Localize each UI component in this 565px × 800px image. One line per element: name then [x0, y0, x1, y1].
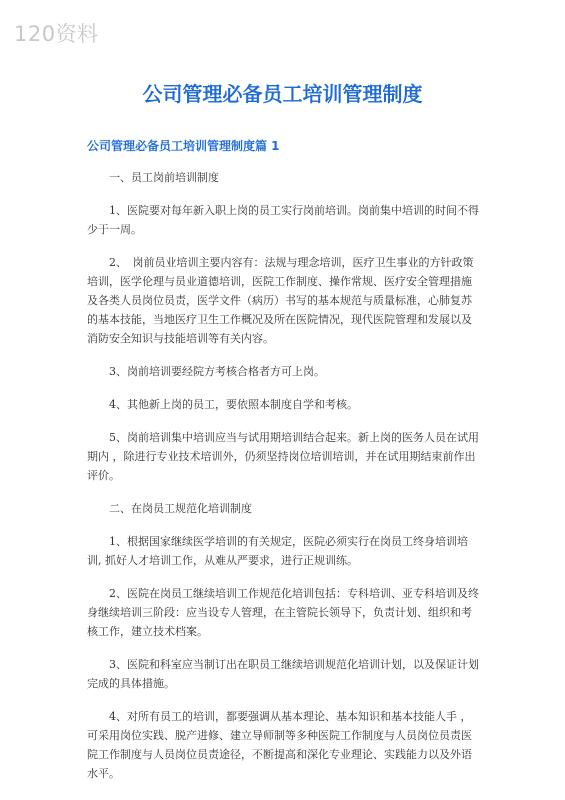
paragraph: 4、对所有员工的培训，都要强调从基本理论、基本知识和基本技能人手 ，可采用岗位实践、脱产进修、建立导师制等多种医院工作制度与人员岗位员责医院工作制度与人员岗位员责途径，不断提高和深化专业理论、实践能力以及外语水平。: [87, 710, 472, 780]
paragraph: 1、医院要对每年新入职上岗的员工实行岗前培训。岗前集中培训的时间不得少于一周。: [87, 204, 479, 236]
section-subtitle: 公司管理必备员工培训管理制度篇 1: [87, 139, 280, 153]
paragraph: 4、其他新上岗的员工，要依照本制度自学和考核。: [109, 398, 358, 411]
paragraph: 1、根据国家继续医学培训的有关规定，医院必须实行在岗员工终身培训培训, 抓好人才培训工作，从难从严要求，进行正规训练。: [87, 535, 468, 567]
paragraph: 3、岗前培训要经院方考核合格者方可上岗。: [109, 365, 325, 378]
section-heading-2: 二、在岗员工规范化培训制度: [109, 502, 252, 515]
paragraph: 2、医院在岗员工继续培训工作规范化培训包括：专科培训、亚专科培训及终身继续培训三阶段：应当设专人管理，在主管院长领导下，负责计划、组织和考核工作，建立技术档案。: [87, 587, 479, 638]
watermark-logo: 120资料: [14, 22, 99, 46]
section-heading-1: 一、员工岗前培训制度: [109, 171, 219, 184]
document-title: 公司管理必备员工培训管理制度: [142, 82, 423, 106]
paragraph: 5、岗前培训集中培训应当与试用期培训结合起来。新上岗的医务人员在试用期内 ，除进行专业技术培训外，仍须坚持岗位培训培训，并在试用期结束前作出评价。: [87, 431, 479, 482]
paragraph: 3、医院和科室应当制订出在职员工继续培训规范化培训计划，以及保证计划完成的具体措施。: [87, 658, 479, 690]
paragraph: 2、 岗前员业培训主要内容有：法规与理念培训，医疗卫生事业的方针政策培训，医学伦理与员业道德培训，医院工作制度、操作常规、医疗安全管理措施及各类人员岗位员责，医学文件（病历）书写的基本规范与质量标准，心肺复苏的基本技能，当地医疗卫生工作概况及所在医院情况，现代医院管理和发展以及消防安全知识与技能培训等有关内容。: [87, 256, 474, 345]
document-body: [87, 168, 482, 797]
